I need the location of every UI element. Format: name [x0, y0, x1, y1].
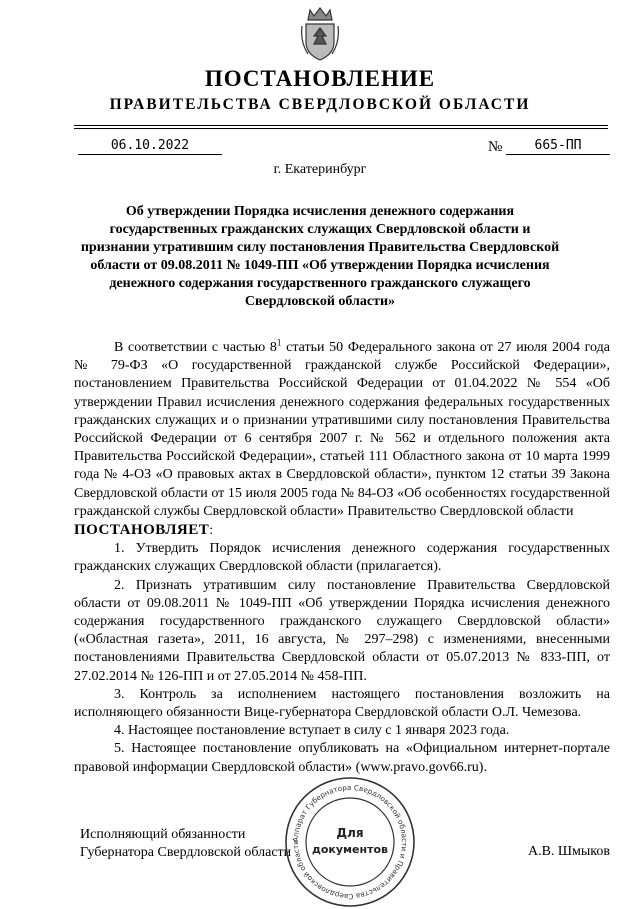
list-item: 1. Утвердить Порядок исчисления денежного содержания государственных гражданских служащих Свердловской области (прилагается). — [74, 541, 610, 575]
document-title: Об утверждении Порядка исчисления денежного содержания государственных гражданских служащих Свердловской области и признании утратившим силу постановления Правительства Свердловской области от 09.08.2011 № 1049-ПП «Об утверждении Порядка исчисления денежного содержания государственного гражданского служащего Свердловской области» — [80, 204, 560, 309]
decree-word: ПОСТАНОВЛЯЕТ — [74, 522, 210, 539]
list-item: 4. Настоящее постановление вступает в силу с 1 января 2023 года. — [114, 723, 510, 739]
round-seal-stamp-icon — [283, 775, 417, 909]
stamp-ring-text: Аппарат Губернатора Свердловской области и Правительства Свердловской области — [290, 782, 410, 902]
document-body — [74, 339, 610, 777]
number-label: № — [488, 139, 503, 155]
header-divider-second — [74, 128, 608, 129]
document-number: 665-ПП — [506, 138, 610, 155]
preamble-text-start: В соответствии с частью 8 — [114, 340, 277, 355]
list-item: 5. Настоящее постановление опубликовать на «Официальном интернет-портале правовой информации Свердловской области» (www.pravo.gov66.ru). — [74, 741, 610, 775]
signatory-position-line2: Губернатора Свердловской области — [80, 845, 292, 860]
document-type-title: ПОСТАНОВЛЕНИЕ — [204, 66, 436, 91]
stamp-center-line1: Для — [336, 826, 364, 840]
list-item: 3. Контроль за исполнением настоящего постановления возложить на исполняющего обязанности Вице-губернатора Свердловской области О.Л. Чемезова. — [74, 686, 610, 721]
list-item: 2. Признать утратившим силу постановление Правительства Свердловской области от 09.08.2011 № 1049-ПП «Об утверждении Порядка исчисления денежного содержания государственного гражданского служащего Свердловской области» («Областная газета», 2011, 16 августа, № 297–298) с изменениями, внесенными постановлениями Правительства Свердловской области от 05.07.2013 № 833-ПП, от 27.02.2014 № 126-ПП и от 27.05.2014 № 458-ПП. — [74, 577, 610, 684]
signatory-position-line1: Исполняющий обязанности — [80, 827, 246, 842]
city: г. Екатеринбург — [273, 162, 367, 177]
preamble-text-rest: статьи 50 Федерального закона от 27 июля 2004 года № 79-ФЗ «О государственной гражданской службе Российской Федерации», постановлением Правительства Российской Федерации от 01.04.2022 № 554 «Об утверждении Правил исчисления денежного содержания федеральных государственных гражданских служащих и о признании утратившими силу постановления Правительства Российской Федерации от 6 сентября 2007 г. № 562 и отдельного положения акта Правительства Российской Федерации», статьей 111 Областного закона от 10 марта 1999 года № 4-ОЗ «О правовых актах в Свердловской области», пунктом 12 статьи 39 Закона Свердловской области от 15 июля 2005 года № 84-ОЗ «Об особенностях государственной гражданской службы Свердловской области» Правительство Свердловской области — [74, 340, 610, 519]
issuing-authority: ПРАВИТЕЛЬСТВА СВЕРДЛОВСКОЙ ОБЛАСТИ — [109, 96, 531, 113]
preamble — [74, 339, 610, 521]
preamble-superscript: 1 — [276, 337, 282, 348]
signatory-name: А.В. Шмыков — [527, 844, 610, 859]
decree-line — [74, 521, 610, 540]
document-date: 06.10.2022 — [78, 138, 222, 155]
header-divider — [74, 125, 608, 126]
stamp-center-line2: документов — [311, 843, 389, 856]
coat-of-arms-icon — [300, 6, 340, 62]
signatory-position — [80, 826, 291, 862]
decree-colon: : — [209, 523, 214, 539]
